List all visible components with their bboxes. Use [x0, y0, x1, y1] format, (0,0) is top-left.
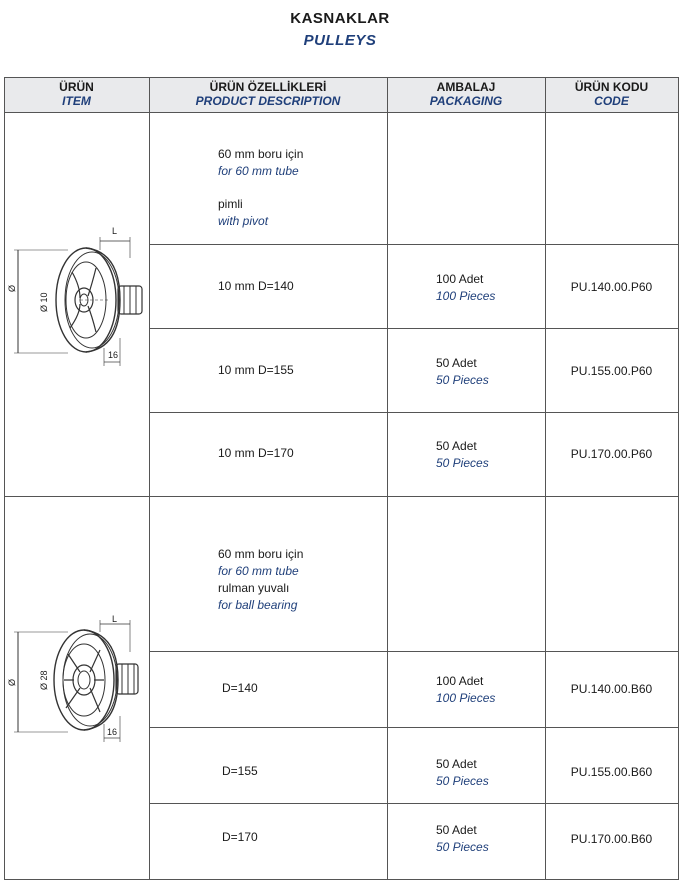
- group2-row2-code: PU.155.00.B60: [570, 765, 653, 779]
- header-packaging: AMBALAJ PACKAGING: [429, 80, 503, 108]
- page-title: KASNAKLAR: [290, 10, 390, 27]
- group2-intro: 60 mm boru için for 60 mm tube rulman yuvalı for ball bearing: [218, 547, 304, 612]
- group1-len-label: L: [112, 226, 118, 236]
- group2-len-label: L: [112, 614, 118, 624]
- group2-width-label: 16: [107, 727, 118, 737]
- group1-row3-pack: 50 Adet 50 Pieces: [436, 439, 489, 470]
- group2-row1-code: PU.140.00.B60: [570, 682, 653, 696]
- header-item: ÜRÜN ITEM: [59, 80, 94, 108]
- group2-dia-label: Ø: [7, 678, 17, 686]
- group1-intro: 60 mm boru için for 60 mm tube pimli with pivot: [218, 147, 304, 228]
- group1-bore-label: Ø 10: [39, 292, 49, 312]
- group2-row1-pack: 100 Adet 100 Pieces: [436, 674, 496, 705]
- group2-row3-pack: 50 Adet 50 Pieces: [436, 823, 489, 854]
- group1-row3-code: PU.170.00.P60: [570, 447, 653, 461]
- group2-row2-desc: D=155: [222, 764, 258, 778]
- pulley-pivot-drawing: [8, 228, 148, 373]
- group2-row2-pack: 50 Adet 50 Pieces: [436, 757, 489, 788]
- group1-dia-label: Ø: [7, 284, 17, 292]
- group1-row2-code: PU.155.00.P60: [570, 364, 653, 378]
- group1-row2-desc: 10 mm D=155: [218, 363, 294, 377]
- header-description: ÜRÜN ÖZELLİKLERİ PRODUCT DESCRIPTION: [195, 80, 341, 108]
- group1-row3-desc: 10 mm D=170: [218, 446, 294, 460]
- group1-row1-pack: 100 Adet 100 Pieces: [436, 272, 496, 303]
- page-subtitle: PULLEYS: [303, 32, 377, 49]
- group2-row1-desc: D=140: [222, 681, 258, 695]
- group1-row1-code: PU.140.00.P60: [570, 280, 653, 294]
- group1-row2-pack: 50 Adet 50 Pieces: [436, 356, 489, 387]
- group1-row1-desc: 10 mm D=140: [218, 279, 294, 293]
- group2-row3-desc: D=170: [222, 830, 258, 844]
- pulley-bearing-drawing: [8, 612, 148, 752]
- header-code: ÜRÜN KODU CODE: [574, 80, 649, 108]
- group2-bore-label: Ø 28: [39, 670, 49, 690]
- group1-width-label: 16: [108, 350, 119, 360]
- group2-row3-code: PU.170.00.B60: [570, 832, 653, 846]
